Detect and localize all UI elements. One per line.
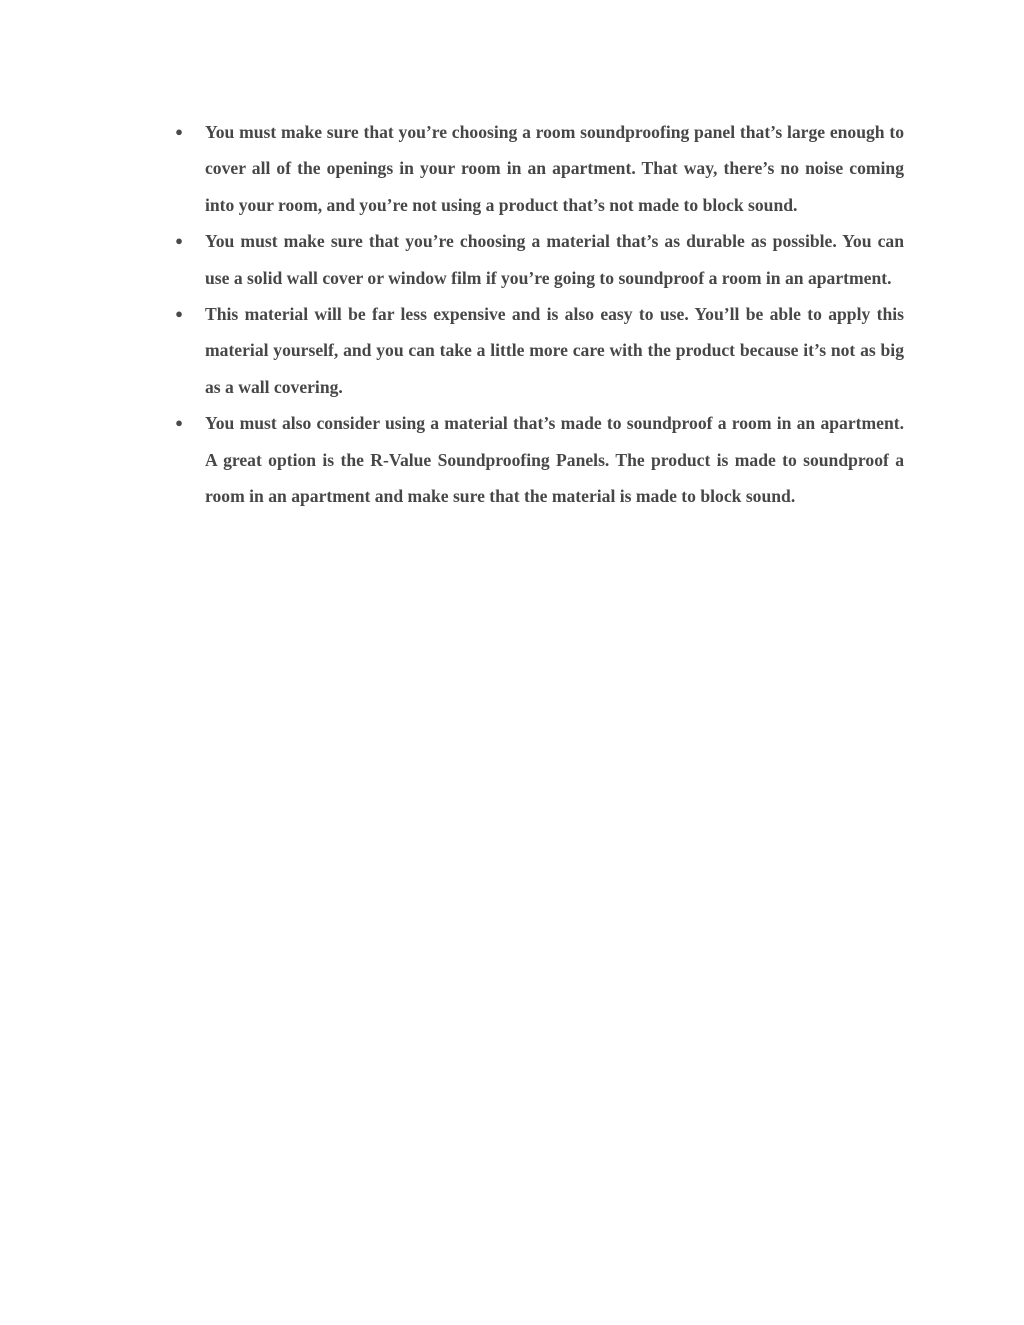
list-item-text: This material will be far less expensive and is also easy to use. You’ll be able to apply this material yourself, and you can take a little more care with the product because it’s not as big as a wall covering. (205, 304, 904, 397)
bullet-icon: ● (175, 233, 183, 249)
list-item-text: You must make sure that you’re choosing a material that’s as durable as possible. You can use a solid wall cover or window film if you’re going to soundproof a room in an apartment. (205, 231, 904, 288)
list-item-text: You must also consider using a material that’s made to soundproof a room in an apartment. A great option is the R-Value Soundproofing Panels. The product is made to soundproof a room in an apartment and make sure that the material is made to block sound. (205, 413, 904, 507)
bullet-icon: ● (175, 124, 183, 139)
bullet-list (169, 114, 904, 514)
list-item (169, 223, 904, 296)
list-item (169, 114, 904, 223)
list-item-text: You must make sure that you’re choosing a room soundproofing panel that’s large enough to cover all of the openings in your room in an apartment. That way, there’s no noise coming into your room, and you’re not using a product that’s not made to block sound. (205, 122, 904, 215)
bullet-icon: ● (175, 306, 183, 322)
list-item (169, 296, 904, 405)
list-item (169, 405, 904, 514)
bullet-icon: ● (175, 415, 183, 431)
